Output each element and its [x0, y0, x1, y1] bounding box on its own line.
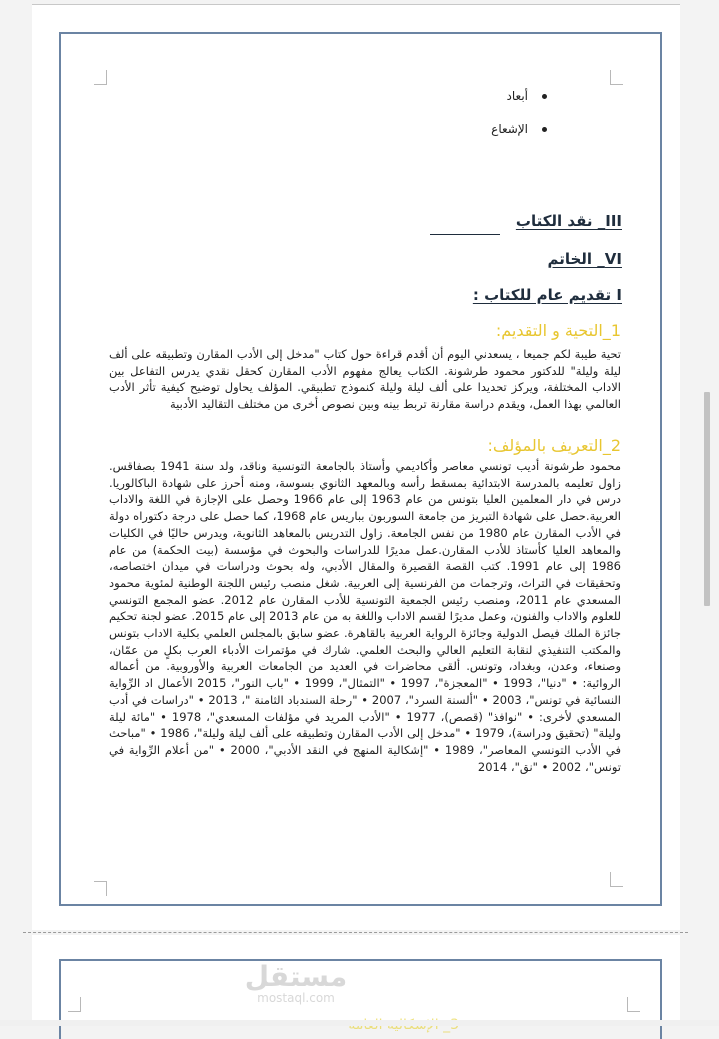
watermark-logo-arabic: مستقل: [244, 960, 348, 993]
bullet-text: أبعاد: [506, 89, 528, 103]
section-body-greeting: تحية طيبة لكم جميعا ، يسعدني اليوم أن أقدم قراءة حول كتاب "مدخل إلى الأدب المقارن وتطبيقه على ألف ليلة وليلة" للدكتور محمود طرشونة. الكتاب يعالج مفهوم الأدب المقارن كحقل نقدي يدرس التفاعل بين الاداب المختلفة، ويركز تحديدا على ألف ليلة وليلة كنموذج تطبيقي. المؤلف يحاول توضيح كيفية تأثر الأدب العالمي بهذا العمل، ويقدم دراسة مقارنة تربط بينه وبين نصوص أخرى من مختلف التقاليد الأدبية: [109, 347, 621, 412]
bullet-icon: [542, 127, 547, 132]
heading-book-critique: III_ نقد الكتاب: [515, 212, 622, 230]
page-break-separator: [23, 932, 688, 933]
crop-mark-top-left: [94, 70, 107, 85]
bullet-item: [491, 84, 547, 117]
crop-mark-top-left: [68, 997, 81, 1012]
bullet-item: [491, 117, 547, 150]
crop-mark-top-right: [610, 70, 623, 85]
watermark-url: mostaql.com: [257, 991, 335, 1005]
crop-mark-bottom-right: [610, 872, 623, 887]
crop-mark-bottom-left: [94, 881, 107, 896]
heading-general-intro: I تقديم عام للكتاب :: [472, 286, 622, 304]
section-body-author: محمود طرشونة أديب تونسي معاصر وأكاديمي وأستاذ بالجامعة التونسية وناقد، ولد سنة 1941 بصفاقس. زاول تعليمه بالمدرسة الابتدائية بمسقط رأسه وبالمعهد الثانوي بسوسة، ومنه أحرز على شهادة الباكالوريا. درس في دار المعلمين العليا بتونس من عام 1963 إلى عام 1966 وحصل على الإجازة في اللغة والاداب العربية.حصل على شهادة التبريز من جامعة السوربون بباريس عام 1968، كما حصل على درجة دكتوراه دولة في الأدب المقارن عام 1980 من نفس الجامعة. زاول التدريس بالمعاهد الثانوية، ويدرس حاليًا في الكليات والمعاهد العليا كأستاذ للأدب المقارن.عمل مديرًا للدراسات والبحوث في مؤسسة (بيت الحكمة) من عام 1986 إلى عام 1991. كتب القصة القصيرة والمقال الأدبي، وله بحوث ودراسات في ميدان اختصاصه، وتحقيقات في التراث، وترجمات من الفرنسية إلى العربية. شغل منصب رئيس اللجنة الوطنية لمئوية محمود المسعدي عام 2011، ومنصب رئيس الجمعية التونسية للأدب المقارن عام 2012. عضو المجمع التونسي للعلوم والاداب والفنون، وعمل مديرًا لقسم الاداب واللغة به من عام 2013 إلى عام 2015. عضو لجنة تحكيم جائزة الملك فيصل الدولية وجائزة الرواية العربية بالقاهرة. عضو سابق بالمجلس العلمي بكلية الاداب بتونس والمكتب التنفيذي لنقابة التعليم العالي والبحث العلمي. شارك في مؤتمرات الأدباء العرب بكلٍ من عمّان، وصنعاء، وعدن، وبغداد، وتونس. ألقى محاضرات في العديد من الجامعات العربية والأوروبية. من أعماله الروائية: • "دنيا"، 1993 • "المعجزة"، 1997 • "التمثال"، 1999 • "باب النور"، 2015 الأعمال اد الرِّواية النسائية في تونس"، 2003 • "ألسنة السرد"، 2007 • "رحلة السندباد الثامنة "، 2013 • "دراسات في أدب المسعدي لأخرى: • "نوافذ" (قصص)، 1977 • "الأدب المريد في مؤلفات المسعدي"، 1978 • "مائة ليلة وليلة" (تحقيق ودراسة)، 1979 • "مدخل إلى الأدب المقارن وتطبيقه على ألف ليلة وليلة"، 1986 • "مباحث في الأدب التونسي المعاصر"، 1989 • "إشكالية المنهج في النقد الأدبي"، 2000 • "من أعلام الرِّواية في تونس"، 2002 • "نق"، 2014: [109, 459, 622, 774]
crop-mark-top-right: [627, 997, 640, 1012]
bullet-list: [491, 84, 547, 150]
section-title-author: 2_التعريف بالمؤلف:: [487, 436, 621, 455]
section-title-greeting: 1_التحية و التقديم:: [495, 321, 621, 340]
watermark: [228, 962, 364, 1004]
bullet-text: الإشعاع: [491, 122, 528, 136]
bottom-edge: [0, 1020, 719, 1026]
bullet-icon: [542, 94, 547, 99]
heading-conclusion: VI_ الخاتم: [547, 250, 622, 268]
heading-underline-extension: [430, 234, 500, 235]
vertical-scrollbar-thumb[interactable]: [704, 392, 710, 606]
